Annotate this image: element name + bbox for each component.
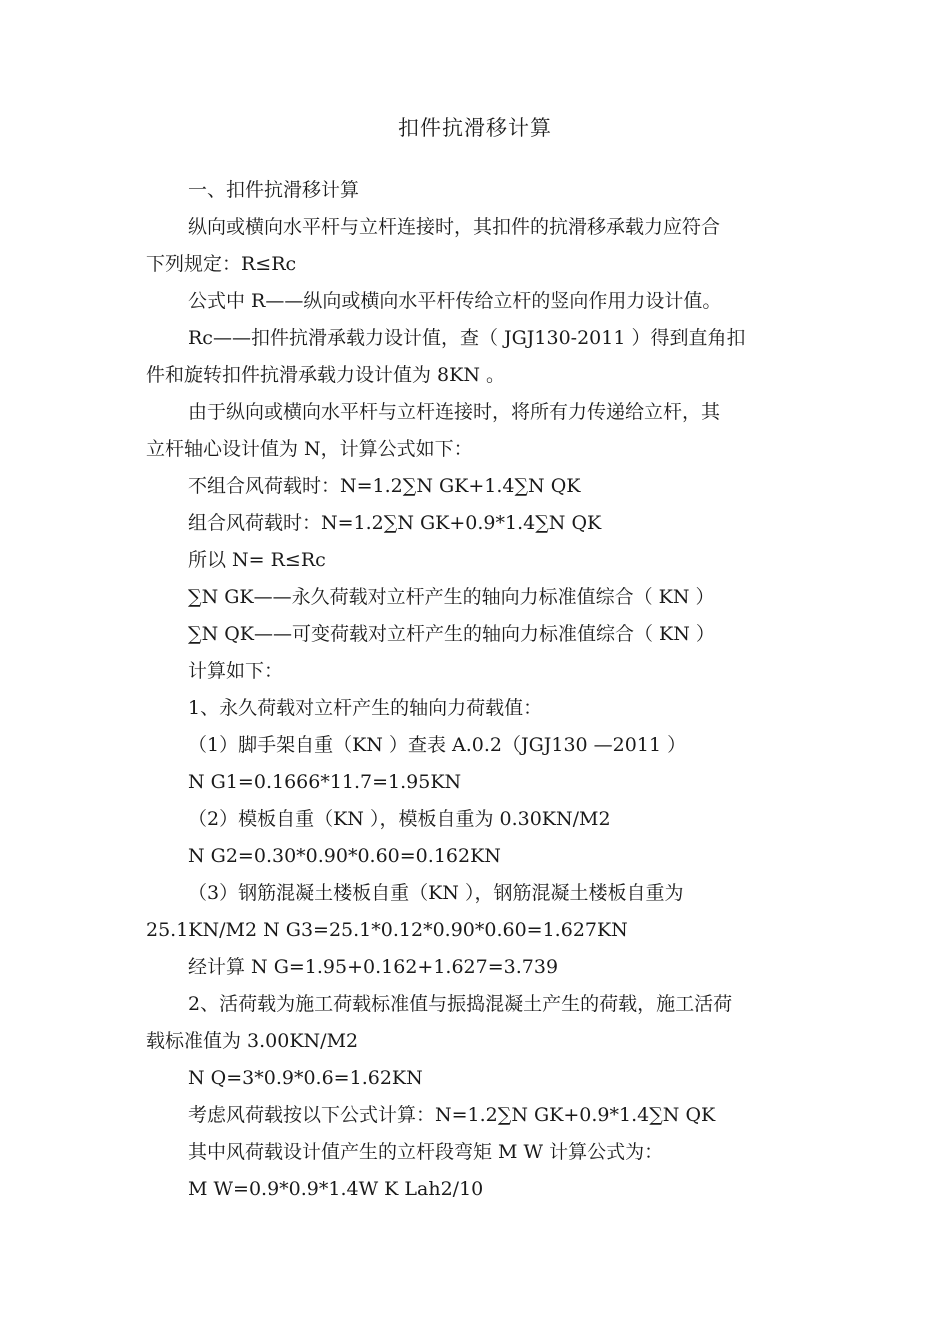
paragraph-line: 由于纵向或横向水平杆与立杆连接时，将所有力传递给立杆，其 — [188, 401, 721, 423]
paragraph-line: 载标准值为 3.00KN/M2 — [146, 1030, 359, 1052]
subsection-heading: 1、永久荷载对立杆产生的轴向力荷载值： — [188, 697, 543, 719]
formula-line: 组合风荷载时：N=1.2∑N GK+0.9*1.4∑N QK — [188, 512, 602, 534]
subsection-heading: 2、活荷载为施工荷载标准值与振捣混凝土产生的荷载，施工活荷 — [188, 993, 733, 1015]
formula-line: 考虑风荷载按以下公式计算：N=1.2∑N GK+0.9*1.4∑N QK — [188, 1104, 716, 1126]
paragraph-line: 计算如下： — [188, 660, 284, 682]
definition-line: ∑N GK——永久荷载对立杆产生的轴向力标准值综合（ KN ） — [188, 586, 715, 608]
paragraph-line: （3）钢筋混凝土楼板自重（KN ），钢筋混凝土楼板自重为 — [188, 882, 684, 904]
paragraph-line: Rc——扣件抗滑承载力设计值，查（ JGJ130-2011 ）得到直角扣 — [188, 327, 746, 349]
formula-line: N G2=0.30*0.90*0.60=0.162KN — [188, 845, 501, 867]
paragraph-line: 纵向或横向水平杆与立杆连接时，其扣件的抗滑移承载力应符合 — [188, 216, 721, 238]
paragraph-line: （1）脚手架自重（KN ）查表 A.0.2（JGJ130 —2011 ） — [188, 734, 687, 756]
paragraph-line: 下列规定：R≤Rc — [146, 253, 297, 275]
paragraph-line: 其中风荷载设计值产生的立杆段弯矩 M W 计算公式为： — [188, 1141, 664, 1163]
paragraph-line: 公式中 R——纵向或横向水平杆传给立杆的竖向作用力设计值。 — [188, 290, 722, 312]
formula-line: 所以 N= R≤Rc — [188, 549, 326, 571]
formula-line: 25.1KN/M2 N G3=25.1*0.12*0.90*0.60=1.627KN — [146, 919, 628, 941]
document-title: 扣件抗滑移计算 — [398, 116, 552, 140]
formula-line: 经计算 N G=1.95+0.162+1.627=3.739 — [188, 956, 559, 978]
paragraph-line: 件和旋转扣件抗滑承载力设计值为 8KN 。 — [146, 364, 505, 386]
definition-line: ∑N QK——可变荷载对立杆产生的轴向力标准值综合（ KN ） — [188, 623, 715, 645]
paragraph-line: 立杆轴心设计值为 N，计算公式如下： — [146, 438, 473, 460]
formula-line: N Q=3*0.9*0.6=1.62KN — [188, 1067, 423, 1089]
section-heading: 一、扣件抗滑移计算 — [188, 179, 360, 201]
formula-line: N G1=0.1666*11.7=1.95KN — [188, 771, 462, 793]
formula-line: M W=0.9*0.9*1.4W K Lah2/10 — [188, 1178, 484, 1200]
formula-line: 不组合风荷载时：N=1.2∑N GK+1.4∑N QK — [188, 475, 581, 497]
paragraph-line: （2）模板自重（KN ），模板自重为 0.30KN/M2 — [188, 808, 611, 830]
